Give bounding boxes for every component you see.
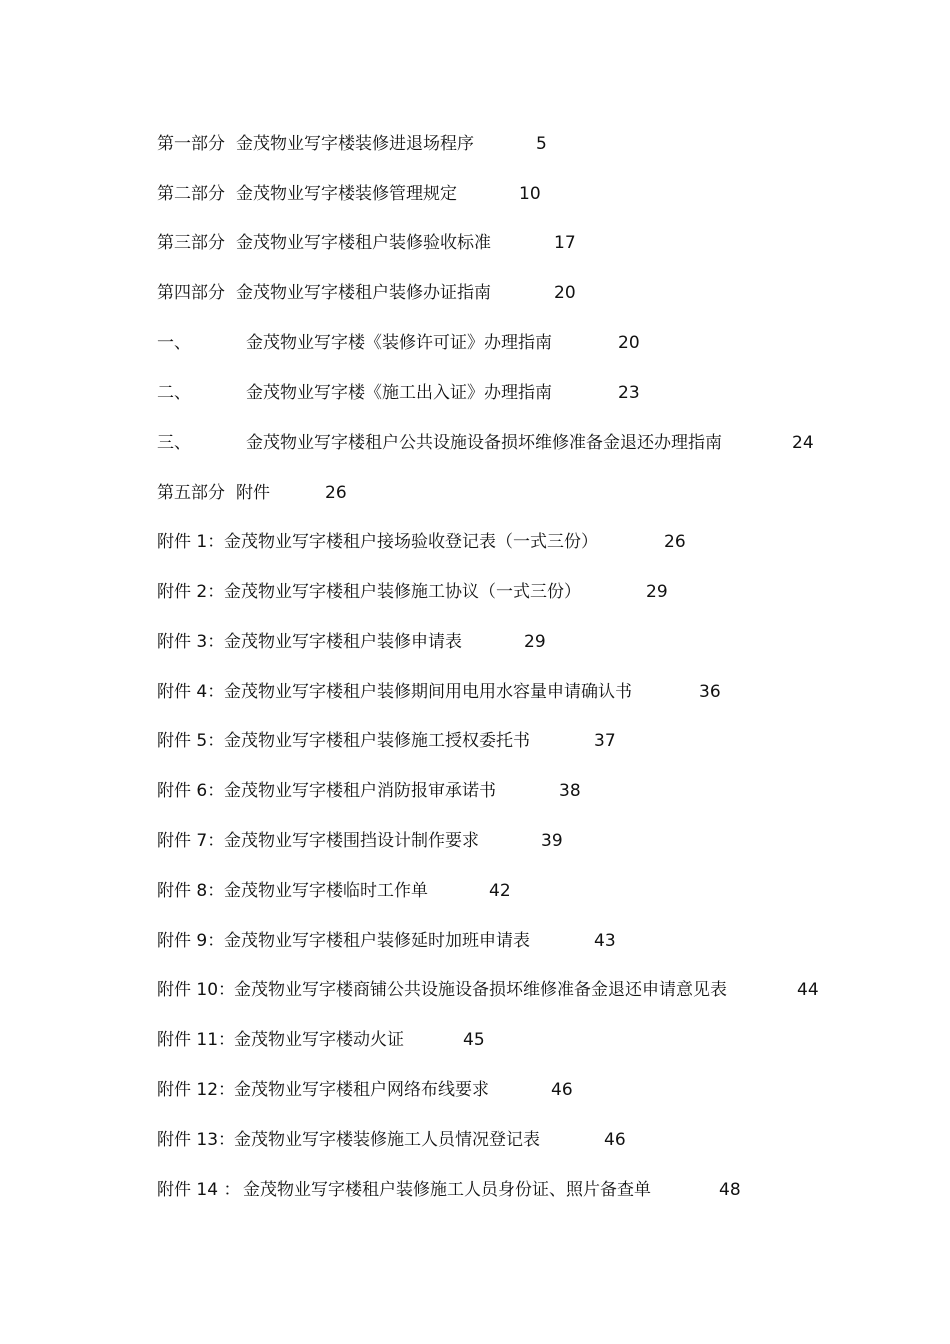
toc-entry-title: 金茂物业写字楼装修进退场程序 xyxy=(236,134,474,154)
toc-entry-label: 附件 10： xyxy=(157,980,236,1000)
toc-entry-page: 29 xyxy=(524,632,546,652)
toc-entry-page: 36 xyxy=(699,682,721,702)
toc-entry-title: 金茂物业写字楼租户装修申请表 xyxy=(224,632,462,652)
toc-entry-title: 金茂物业写字楼动火证 xyxy=(234,1030,404,1050)
toc-entry-label: 附件 9： xyxy=(157,931,225,951)
toc-entry-label: 第一部分 xyxy=(157,134,225,154)
toc-entry-title: 金茂物业写字楼装修管理规定 xyxy=(236,184,457,204)
toc-entry-label: 附件 13： xyxy=(157,1130,236,1150)
toc-entry-page: 39 xyxy=(541,831,563,851)
toc-entry-title: 金茂物业写字楼《装修许可证》办理指南 xyxy=(246,333,552,353)
toc-entry-page: 45 xyxy=(463,1030,485,1050)
toc-entry-label: 附件 1： xyxy=(157,532,225,552)
toc-entry-label: 附件 12： xyxy=(157,1080,236,1100)
toc-entry-label: 第三部分 xyxy=(157,233,225,253)
toc-entry-page: 17 xyxy=(554,233,576,253)
toc-entry-page: 29 xyxy=(646,582,668,602)
toc-entry-label: 附件 11： xyxy=(157,1030,236,1050)
toc-entry-title: 金茂物业写字楼商铺公共设施设备损坏维修准备金退还申请意见表 xyxy=(234,980,727,1000)
toc-entry-label: 附件 5： xyxy=(157,731,225,751)
toc-entry-page: 42 xyxy=(489,881,511,901)
toc-entry-label: 三、 xyxy=(157,433,191,453)
toc-entry-title: 金茂物业写字楼租户装修施工授权委托书 xyxy=(224,731,530,751)
toc-entry-label: 一、 xyxy=(157,333,191,353)
toc-entry-label: 二、 xyxy=(157,383,191,403)
toc-entry-page: 46 xyxy=(551,1080,573,1100)
toc-entry-title: 金茂物业写字楼租户公共设施设备损坏维修准备金退还办理指南 xyxy=(246,433,722,453)
toc-entry-title: 金茂物业写字楼租户消防报审承诺书 xyxy=(224,781,496,801)
toc-entry-page: 26 xyxy=(664,532,686,552)
toc-entry-title: 金茂物业写字楼《施工出入证》办理指南 xyxy=(246,383,552,403)
toc-entry-title: 金茂物业写字楼装修施工人员情况登记表 xyxy=(234,1130,540,1150)
toc-entry-title: 金茂物业写字楼租户装修期间用电用水容量申请确认书 xyxy=(224,682,632,702)
toc-entry-label: 第二部分 xyxy=(157,184,225,204)
toc-entry-label: 第四部分 xyxy=(157,283,225,303)
toc-entry-title: 金茂物业写字楼租户装修延时加班申请表 xyxy=(224,931,530,951)
toc-entry-title: 金茂物业写字楼租户装修施工协议（一式三份） xyxy=(224,582,581,602)
toc-entry-title: 金茂物业写字楼租户装修施工人员身份证、照片备查单 xyxy=(243,1180,651,1200)
toc-entry-title: 附件 xyxy=(236,483,270,503)
toc-entry-title: 金茂物业写字楼围挡设计制作要求 xyxy=(224,831,479,851)
toc-entry-page: 10 xyxy=(519,184,541,204)
toc-entry-page: 24 xyxy=(792,433,814,453)
toc-entry-page: 23 xyxy=(618,383,640,403)
toc-entry-title: 金茂物业写字楼租户网络布线要求 xyxy=(234,1080,489,1100)
toc-entry-page: 20 xyxy=(554,283,576,303)
toc-entry-page: 46 xyxy=(604,1130,626,1150)
toc-entry-page: 37 xyxy=(594,731,616,751)
toc-entry-page: 48 xyxy=(719,1180,741,1200)
toc-entry-page: 20 xyxy=(618,333,640,353)
toc-entry-label: 附件 2： xyxy=(157,582,225,602)
toc-entry-title: 金茂物业写字楼租户接场验收登记表（一式三份） xyxy=(224,532,598,552)
toc-entry-title: 金茂物业写字楼临时工作单 xyxy=(224,881,428,901)
toc-entry-label: 附件 3： xyxy=(157,632,225,652)
toc-entry-label: 附件 8： xyxy=(157,881,225,901)
toc-entry-title: 金茂物业写字楼租户装修验收标准 xyxy=(236,233,491,253)
toc-entry-label: 附件 4： xyxy=(157,682,225,702)
toc-entry-page: 5 xyxy=(536,134,547,154)
toc-entry-label: 附件 6： xyxy=(157,781,225,801)
toc-entry-page: 38 xyxy=(559,781,581,801)
toc-entry-page: 44 xyxy=(797,980,819,1000)
toc-entry-title: 金茂物业写字楼租户装修办证指南 xyxy=(236,283,491,303)
toc-entry-page: 43 xyxy=(594,931,616,951)
toc-entry-label: 附件 14 ： xyxy=(157,1180,241,1200)
toc-entry-page: 26 xyxy=(325,483,347,503)
toc-entry-label: 附件 7： xyxy=(157,831,225,851)
toc-entry-label: 第五部分 xyxy=(157,483,225,503)
